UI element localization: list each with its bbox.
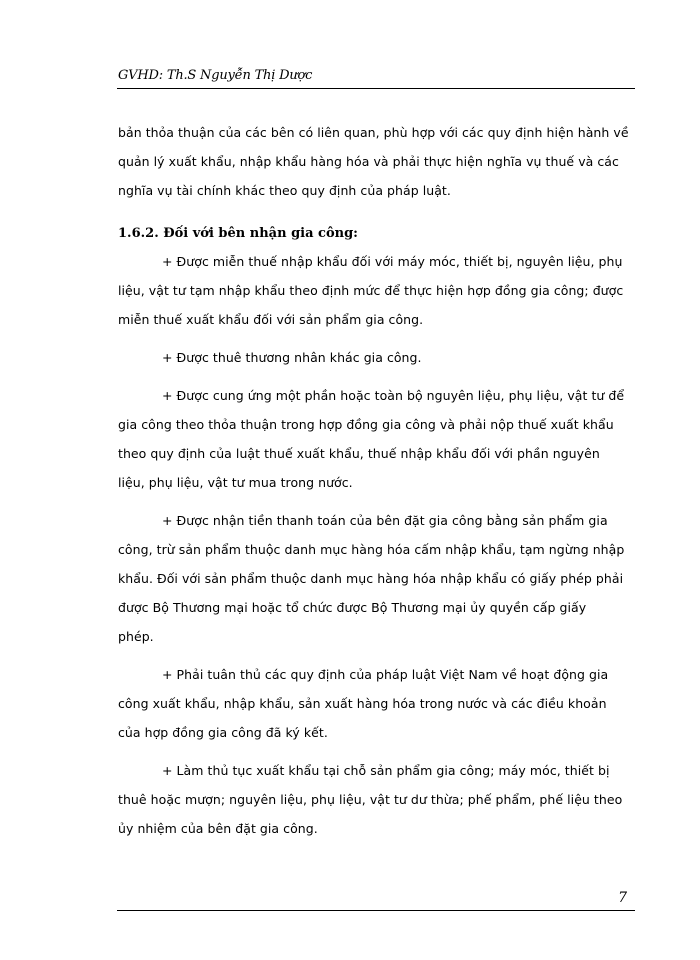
text-line: miễn thuế xuất khẩu đối với sản phẩm gia công. <box>118 312 424 327</box>
text-line: + Phải tuân thủ các quy định của pháp luật Việt Nam về hoạt động gia <box>162 667 609 682</box>
text-line: + Được nhận tiền thanh toán của bên đặt gia công bằng sản phẩm gia <box>162 513 608 528</box>
text-line: bản thỏa thuận của các bên có liên quan, phù hợp với các quy định hiện hành về <box>118 125 629 140</box>
text-line: gia công theo thỏa thuận trong hợp đồng gia công và phải nộp thuế xuất khẩu <box>118 417 614 432</box>
text-line: ủy nhiệm của bên đặt gia công. <box>118 821 318 836</box>
text-line: khẩu. Đối với sản phẩm thuộc danh mục hàng hóa nhập khẩu có giấy phép phải <box>118 571 624 586</box>
text-line: thuê hoặc mượn; nguyên liệu, phụ liệu, vật tư dư thừa; phế phẩm, phế liệu theo <box>118 792 623 807</box>
paragraph <box>118 381 634 497</box>
paragraph <box>118 247 634 334</box>
page-footer <box>117 890 635 911</box>
text-line: + Được thuê thương nhân khác gia công. <box>162 350 422 365</box>
paragraph <box>118 343 634 372</box>
text-line: quản lý xuất khẩu, nhập khẩu hàng hóa và phải thực hiện nghĩa vụ thuế và các <box>118 154 619 169</box>
text-line: liệu, phụ liệu, vật tư mua trong nước. <box>118 475 353 490</box>
intro-paragraph <box>118 118 634 205</box>
text-line: nghĩa vụ tài chính khác theo quy định của pháp luật. <box>118 183 451 198</box>
text-line: công xuất khẩu, nhập khẩu, sản xuất hàng hóa trong nước và các điều khoản <box>118 696 607 711</box>
paragraph <box>118 660 634 747</box>
page-content <box>118 118 634 843</box>
text-line: được Bộ Thương mại hoặc tổ chức được Bộ Thương mại ủy quyền cấp giấy <box>118 600 587 615</box>
paragraph <box>118 756 634 843</box>
text-line: phép. <box>118 629 154 644</box>
page-number: 7 <box>618 890 627 906</box>
text-line: của hợp đồng gia công đã ký kết. <box>118 725 328 740</box>
page-header <box>117 64 635 89</box>
text-line: theo quy định của luật thuế xuất khẩu, thuế nhập khẩu đối với phần nguyên <box>118 446 600 461</box>
paragraph <box>118 506 634 651</box>
header-title: GVHD: Th.S Nguyễn Thị Dược <box>118 68 313 83</box>
text-line: + Được cung ứng một phần hoặc toàn bộ nguyên liệu, phụ liệu, vật tư để <box>162 388 625 403</box>
text-line: liệu, vật tư tạm nhập khẩu theo định mức để thực hiện hợp đồng gia công; được <box>118 283 624 298</box>
text-line: + Làm thủ tục xuất khẩu tại chỗ sản phẩm gia công; máy móc, thiết bị <box>162 763 610 778</box>
text-line: công, trừ sản phẩm thuộc danh mục hàng hóa cấm nhập khẩu, tạm ngừng nhập <box>118 542 625 557</box>
section-heading: 1.6.2. Đối với bên nhận gia công: <box>118 226 358 241</box>
text-line: + Được miễn thuế nhập khẩu đối với máy móc, thiết bị, nguyên liệu, phụ <box>162 254 623 269</box>
